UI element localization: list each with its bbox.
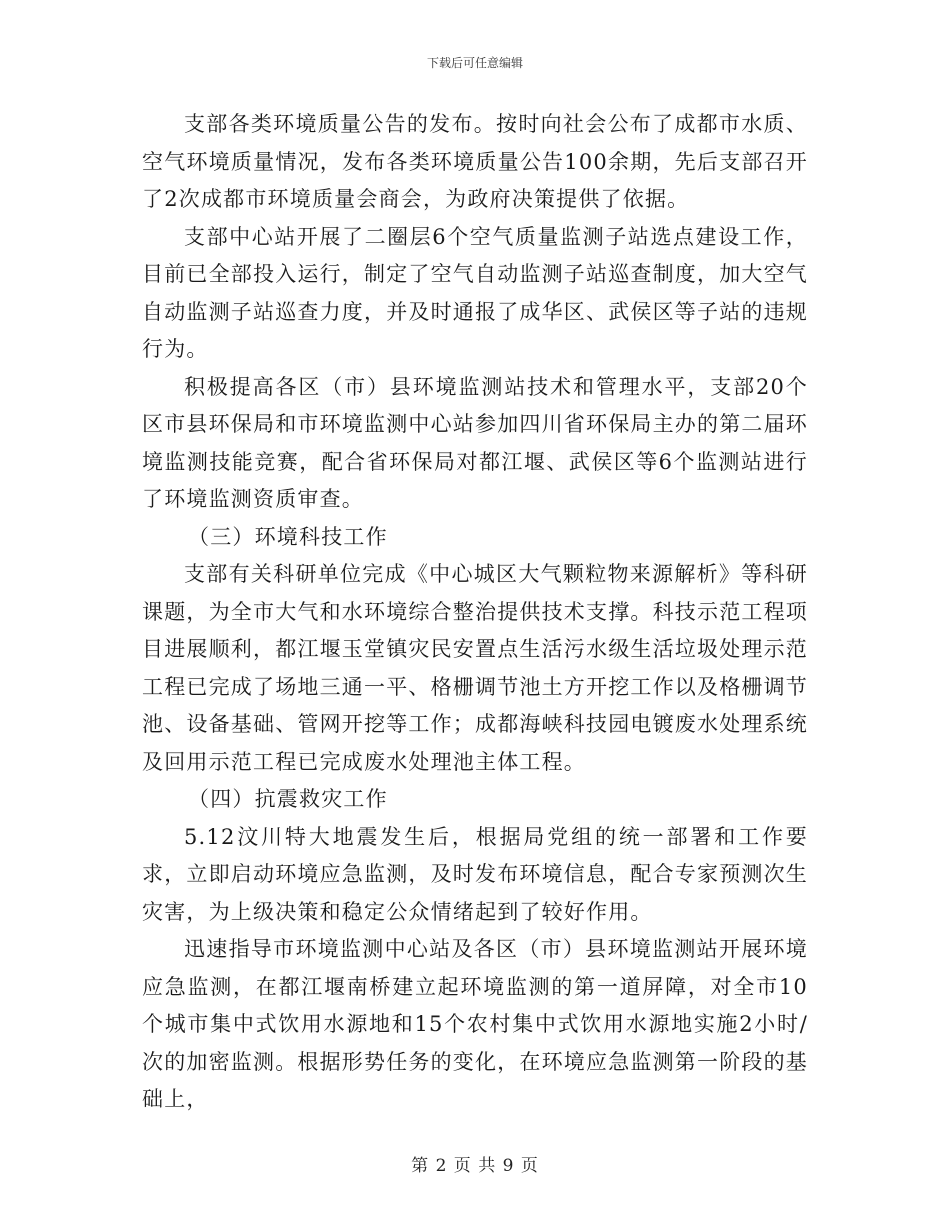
paragraph-earthquake-response: 5.12汶川特大地震发生后，根据局党组的统一部署和工作要求，立即启动环境应急监测，及时发布环境信息，配合专家预测次生灾害，为上级决策和稳定公众情绪起到了较好作用。 [142, 824, 808, 924]
document-body [142, 106, 808, 1119]
paragraph-monitoring-stations: 支部中心站开展了二圈层6个空气质量监测子站选点建设工作，目前已全部投入运行，制定了空气自动监测子站巡查制度，加大空气自动监测子站巡查力度，并及时通报了成华区、武侯区等子站的违规行为。 [142, 224, 808, 361]
paragraph-announcements: 支部各类环境质量公告的发布。按时向社会公布了成都市水质、空气环境质量情况，发布各类环境质量公告100余期，先后支部召开了2次成都市环境质量会商会，为政府决策提供了依据。 [142, 112, 808, 211]
header-note: 下载后可任意编辑 [426, 56, 523, 70]
paragraph-science-work: 支部有关科研单位完成《中心城区大气颗粒物来源解析》等科研课题，为全市大气和水环境综合整治提供技术支撑。科技示范工程项目进展顺利，都江堰玉堂镇灾民安置点生活污水级生活垃圾处理示范工程已完成了场地三通一平、格栅调节池土方开挖工作以及格栅调节池、设备基础、管网开挖等工作；成都海峡科技园电镀废水处理系统及回用示范工程已完成废水处理池主体工程。 [142, 562, 808, 774]
section-heading-science: （三）环境科技工作 [188, 524, 388, 549]
paragraph-emergency-monitoring: 迅速指导市环境监测中心站及各区（市）县环境监测站开展环境应急监测，在都江堰南桥建立起环境监测的第一道屏障，对全市10个城市集中式饮用水源地和15个农村集中式饮用水源地实施2小时/次的加密监测。根据形势任务的变化，在环境应急监测第一阶段的基础上， [142, 937, 808, 1111]
page-number: 第 2 页 共 9 页 [411, 1156, 539, 1176]
section-heading-earthquake: （四）抗震救灾工作 [188, 787, 388, 811]
paragraph-technical-level: 积极提高各区（市）县环境监测站技术和管理水平，支部20个区市县环保局和市环境监测中心站参加四川省环保局主办的第二届环境监测技能竞赛，配合省环保局对都江堰、武侯区等6个监测站进行了环境监测资质审查。 [142, 374, 808, 511]
